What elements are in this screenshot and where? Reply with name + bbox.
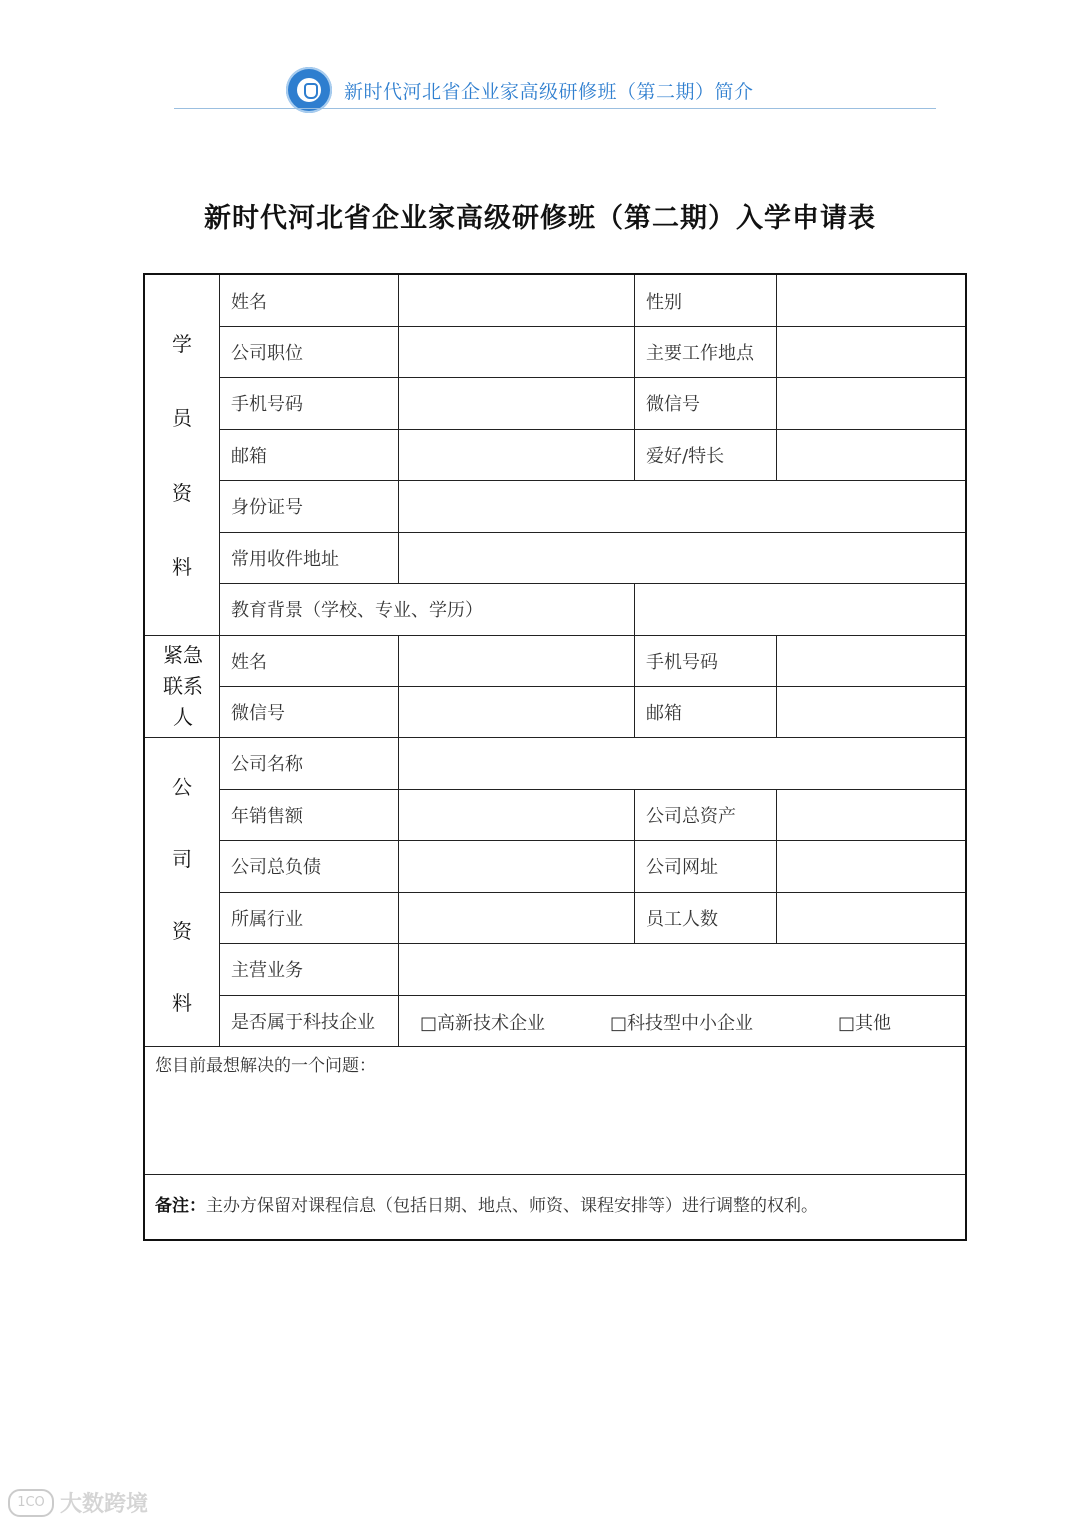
document-title: 新时代河北省企业家高级研修班（第二期）入学申请表 bbox=[204, 203, 876, 234]
label-hobby: 爱好/特长 bbox=[646, 445, 725, 467]
watermark bbox=[8, 1487, 148, 1518]
website-input[interactable] bbox=[776, 840, 965, 892]
ec-wechat-input[interactable] bbox=[398, 686, 634, 737]
hobby-input[interactable] bbox=[776, 429, 965, 480]
label-gender: 性别 bbox=[646, 291, 682, 313]
question-answer-area[interactable] bbox=[145, 1075, 965, 1171]
label-name: 姓名 bbox=[231, 291, 267, 313]
ec-phone-input[interactable] bbox=[776, 635, 965, 686]
question-label: 您目前最想解决的一个问题： bbox=[155, 1056, 376, 1076]
section-student-char: 学 bbox=[172, 331, 192, 356]
school-emblem-icon bbox=[286, 67, 332, 113]
label-total-assets: 公司总资产 bbox=[646, 805, 736, 827]
education-input[interactable] bbox=[634, 583, 965, 635]
label-ec-wechat: 微信号 bbox=[231, 702, 285, 724]
section-company-char: 公 bbox=[172, 774, 192, 799]
section-company-char: 资 bbox=[172, 918, 192, 943]
industry-input[interactable] bbox=[398, 892, 634, 943]
label-id-number: 身份证号 bbox=[231, 497, 303, 518]
label-industry: 所属行业 bbox=[231, 908, 303, 930]
section-student-char: 料 bbox=[172, 555, 192, 580]
label-website: 公司网址 bbox=[646, 857, 718, 878]
label-annual-sales: 年销售额 bbox=[231, 805, 303, 827]
label-ec-name: 姓名 bbox=[231, 651, 267, 673]
section-student bbox=[145, 275, 219, 633]
section-student-char: 员 bbox=[172, 406, 192, 431]
main-business-input[interactable] bbox=[398, 943, 965, 995]
section-company-char: 料 bbox=[172, 990, 192, 1015]
label-wechat: 微信号 bbox=[646, 394, 700, 415]
label-employees: 员工人数 bbox=[646, 908, 718, 930]
email-input[interactable] bbox=[398, 429, 634, 480]
dashu-logo-icon: 1CO bbox=[8, 1489, 54, 1517]
option-high-tech-checkbox[interactable]: □高新技术企业 bbox=[420, 1013, 546, 1034]
label-tech-enterprise: 是否属于科技企业 bbox=[231, 1011, 375, 1033]
option-tech-sme-checkbox[interactable]: □科技型中小企业 bbox=[610, 1013, 754, 1034]
wechat-input[interactable] bbox=[776, 377, 965, 429]
position-input[interactable] bbox=[398, 326, 634, 377]
remark-label: 备注： bbox=[155, 1196, 206, 1216]
section-emergency: 紧急联系人 bbox=[163, 642, 203, 729]
label-address: 常用收件地址 bbox=[231, 548, 339, 570]
label-education: 教育背景（学校、专业、学历） bbox=[231, 600, 483, 621]
name-input[interactable] bbox=[398, 275, 634, 326]
section-company bbox=[145, 739, 219, 1047]
annual-sales-input[interactable] bbox=[398, 789, 634, 840]
label-ec-email: 邮箱 bbox=[646, 702, 682, 724]
remark bbox=[155, 1191, 818, 1216]
application-form bbox=[143, 273, 967, 1241]
label-ec-phone: 手机号码 bbox=[646, 651, 718, 673]
label-total-liabilities: 公司总负债 bbox=[231, 857, 321, 878]
option-other-checkbox[interactable]: □其他 bbox=[838, 1013, 892, 1034]
label-main-business: 主营业务 bbox=[231, 960, 303, 981]
remark-text: 主办方保留对课程信息（包括日期、地点、师资、课程安排等）进行调整的权利。 bbox=[206, 1196, 818, 1216]
watermark-text: 大数跨境 bbox=[60, 1492, 149, 1517]
total-liabilities-input[interactable] bbox=[398, 840, 634, 892]
id-number-input[interactable] bbox=[398, 480, 965, 532]
work-location-input[interactable] bbox=[776, 326, 965, 377]
total-assets-input[interactable] bbox=[776, 789, 965, 840]
employees-input[interactable] bbox=[776, 892, 965, 943]
section-company-char: 司 bbox=[172, 846, 192, 871]
header-divider bbox=[174, 108, 936, 109]
address-input[interactable] bbox=[398, 532, 965, 583]
company-name-input[interactable] bbox=[398, 737, 965, 789]
header-title: 新时代河北省企业家高级研修班（第二期）简介 bbox=[344, 80, 754, 103]
gender-input[interactable] bbox=[776, 275, 965, 326]
label-company-name: 公司名称 bbox=[231, 754, 303, 775]
label-email: 邮箱 bbox=[231, 445, 267, 467]
label-work-location: 主要工作地点 bbox=[646, 342, 754, 364]
label-phone: 手机号码 bbox=[231, 394, 303, 415]
ec-name-input[interactable] bbox=[398, 635, 634, 686]
section-student-char: 资 bbox=[172, 480, 192, 505]
phone-input[interactable] bbox=[398, 377, 634, 429]
ec-email-input[interactable] bbox=[776, 686, 965, 737]
label-position: 公司职位 bbox=[231, 342, 303, 364]
